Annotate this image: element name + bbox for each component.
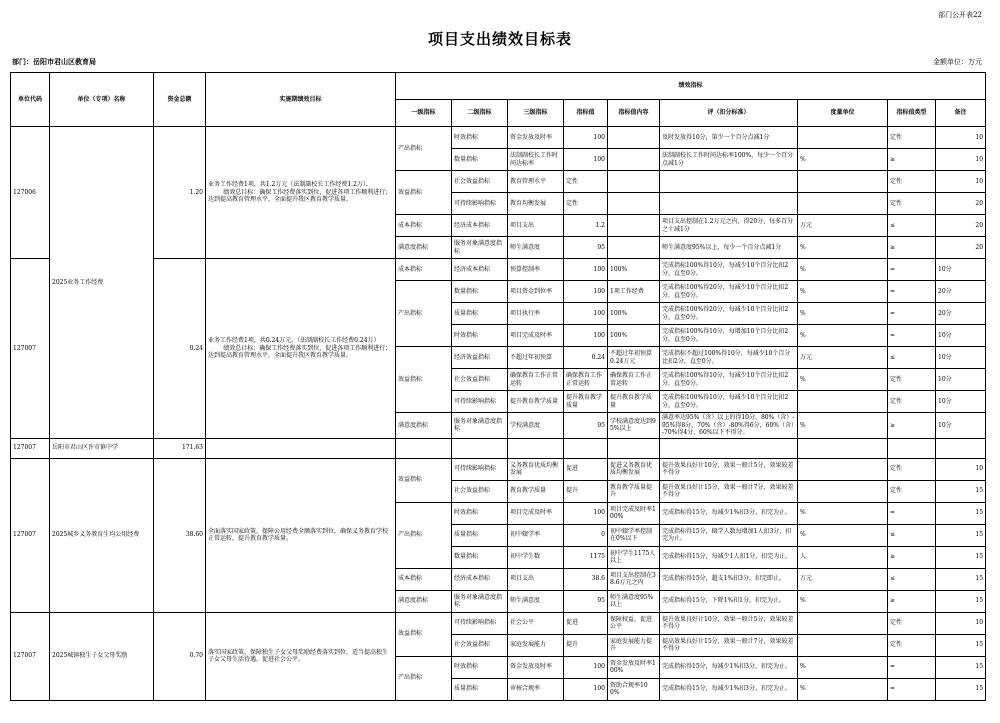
val: 100 bbox=[564, 325, 608, 347]
measure: % bbox=[798, 502, 888, 524]
val: 提升 bbox=[564, 634, 608, 656]
header-content: 指标值内容 bbox=[608, 100, 660, 127]
l3: 项目完成及时率 bbox=[508, 325, 564, 347]
l1: 产出指标 bbox=[396, 281, 452, 347]
measure: % bbox=[798, 303, 888, 325]
score: 完成指标得15分，每减少1人扣1分，扣完为止。 bbox=[660, 546, 798, 568]
measure: % bbox=[798, 590, 888, 612]
content: 项目完成及时率100% bbox=[608, 502, 660, 524]
note: 20 bbox=[936, 215, 986, 237]
l2: 时效指标 bbox=[452, 656, 508, 678]
header-perf: 绩效指标 bbox=[396, 73, 986, 100]
l2: 服务对象满意度指标 bbox=[452, 413, 508, 439]
l2: 服务对象满意度指标 bbox=[452, 237, 508, 259]
note: 15 bbox=[936, 678, 986, 700]
note: 15 bbox=[936, 568, 986, 590]
goal-text: 业务工作经费1项，共0.24万元。（法制副校长工作经费0.24万） 绩效总目标：确保工作经费落实到位，促进各项工作顺利进行；达到提高教育管理水平，全面提升我区教育教学质量。 bbox=[206, 259, 396, 439]
note: 15 bbox=[936, 546, 986, 568]
department-label: 部门：岳阳市君山区教育局 bbox=[12, 57, 96, 66]
l2: 数量指标 bbox=[452, 281, 508, 303]
content: 项目支出控制在38.6万元之内 bbox=[608, 568, 660, 590]
val: 促进 bbox=[564, 458, 608, 480]
l2: 质量指标 bbox=[452, 303, 508, 325]
goal-text: 全面落实国家政策，保障公用经费全额落实到位，确保义务教育学校正常运转，提升教育教学质量。 bbox=[206, 458, 396, 612]
type: 定性 bbox=[888, 127, 936, 149]
l1: 满意度指标 bbox=[396, 413, 452, 439]
l2: 经济成本指标 bbox=[452, 259, 508, 281]
note: 10分 bbox=[936, 325, 986, 347]
measure: % bbox=[798, 325, 888, 347]
l1: 效益指标 bbox=[396, 347, 452, 413]
measure: % bbox=[798, 149, 888, 171]
measure bbox=[798, 634, 888, 656]
val: 定性 bbox=[564, 193, 608, 215]
type: ≥ bbox=[888, 413, 936, 439]
note: 10 bbox=[936, 171, 986, 193]
fund-total: 0.24 bbox=[154, 259, 206, 439]
unit-code: 127007 bbox=[11, 259, 50, 439]
type: = bbox=[888, 325, 936, 347]
l1: 效益指标 bbox=[396, 458, 452, 502]
type: = bbox=[888, 502, 936, 524]
content bbox=[608, 193, 660, 215]
val: 100 bbox=[564, 259, 608, 281]
val: 1.2 bbox=[564, 215, 608, 237]
note: 10 bbox=[936, 458, 986, 480]
unit-code: 127007 bbox=[11, 458, 50, 612]
header-l1: 一级指标 bbox=[396, 100, 452, 127]
score: 完成指标得15分，每减少1%扣3分，扣完为止。 bbox=[660, 656, 798, 678]
unit-code: 127007 bbox=[11, 612, 50, 700]
measure: % bbox=[798, 369, 888, 391]
l3: 项目支出 bbox=[508, 568, 564, 590]
val: 95 bbox=[564, 590, 608, 612]
content: 不超过年初预算0.24万元 bbox=[608, 347, 660, 369]
l3: 提升教育教学质量 bbox=[508, 391, 564, 413]
fund-total: 0.70 bbox=[154, 612, 206, 700]
summary-row bbox=[11, 438, 986, 458]
measure bbox=[798, 127, 888, 149]
l3: 师生满意度 bbox=[508, 237, 564, 259]
header-l2: 二级指标 bbox=[452, 100, 508, 127]
content: 100% bbox=[608, 303, 660, 325]
note: 10分 bbox=[936, 413, 986, 439]
l2: 可持续影响指标 bbox=[452, 193, 508, 215]
l2: 可持续影响指标 bbox=[452, 612, 508, 634]
content: 资助合规率100% bbox=[608, 678, 660, 700]
l2: 社会效益指标 bbox=[452, 171, 508, 193]
measure bbox=[798, 193, 888, 215]
type: 定性 bbox=[888, 480, 936, 502]
l2: 服务对象满意度指标 bbox=[452, 590, 508, 612]
score: 完成指标100%得10分，每减少10个百分比扣2分，直至0分。 bbox=[660, 369, 798, 391]
header-name: 单位（专项）名称 bbox=[50, 73, 154, 127]
l3: 项目执行率 bbox=[508, 303, 564, 325]
type: ≤ bbox=[888, 215, 936, 237]
l2: 社会效益指标 bbox=[452, 634, 508, 656]
val: 促进 bbox=[564, 612, 608, 634]
header-l3: 三级指标 bbox=[508, 100, 564, 127]
l2: 可持续影响指标 bbox=[452, 391, 508, 413]
project-name: 2025城镇独生子女父母奖励 bbox=[50, 612, 154, 700]
page-title: 项目支出绩效目标表 bbox=[427, 30, 572, 48]
l1: 成本指标 bbox=[396, 215, 452, 237]
note: 15 bbox=[936, 634, 986, 656]
l3: 资金发放及时率 bbox=[508, 127, 564, 149]
note: 20 bbox=[936, 237, 986, 259]
val: 100 bbox=[564, 303, 608, 325]
type: ≤ bbox=[888, 347, 936, 369]
unit-code: 127007 bbox=[11, 438, 50, 458]
measure: % bbox=[798, 259, 888, 281]
note: 10 bbox=[936, 127, 986, 149]
project-name: 2025业务工作经费 bbox=[50, 127, 154, 439]
type: ≤ bbox=[888, 524, 936, 546]
val: 0 bbox=[564, 524, 608, 546]
type: 定性 bbox=[888, 612, 936, 634]
note: 20分 bbox=[936, 303, 986, 325]
content: 100% bbox=[608, 325, 660, 347]
l1: 成本指标 bbox=[396, 568, 452, 590]
measure bbox=[798, 458, 888, 480]
measure: 万元 bbox=[798, 347, 888, 369]
table-row bbox=[11, 612, 986, 634]
content bbox=[608, 237, 660, 259]
content: 资金发放及时率100% bbox=[608, 656, 660, 678]
l3: 审核合规率 bbox=[508, 678, 564, 700]
l3: 法制副校长工作时间达标率 bbox=[508, 149, 564, 171]
score: 完成指标100%得20分，每减少10个百分比扣2分，直至0分。 bbox=[660, 303, 798, 325]
fund-total: 171.63 bbox=[154, 438, 206, 458]
measure: % bbox=[798, 281, 888, 303]
val: 确保教育工作正常运转 bbox=[564, 369, 608, 391]
header-amount: 资金总额 bbox=[154, 73, 206, 127]
table-row bbox=[11, 458, 986, 480]
score bbox=[660, 171, 798, 193]
header-type: 指标值类型 bbox=[888, 100, 936, 127]
type: = bbox=[888, 678, 936, 700]
val: 100 bbox=[564, 678, 608, 700]
score: 完成指标100%得10分，每增加10个百分比扣2分，直至0分。 bbox=[660, 325, 798, 347]
l2: 可持续影响指标 bbox=[452, 458, 508, 480]
score: 提升效果良好计10分，效果一般计5分，效果较差不得分 bbox=[660, 612, 798, 634]
unit-code: 127006 bbox=[11, 127, 50, 259]
note: 15 bbox=[936, 480, 986, 502]
content: 保障权益，促进公平 bbox=[608, 612, 660, 634]
score: 完成指标100%得20分，每减少10个百分比扣2分，直至0分。 bbox=[660, 281, 798, 303]
val: 提升教育教学质量 bbox=[564, 391, 608, 413]
fund-total: 1.20 bbox=[154, 127, 206, 259]
type: ≥ bbox=[888, 149, 936, 171]
l3: 社会公平 bbox=[508, 612, 564, 634]
type: 定性 bbox=[888, 634, 936, 656]
performance-table bbox=[10, 72, 986, 701]
val: 38.6 bbox=[564, 568, 608, 590]
content: 提升教育教学质量 bbox=[608, 391, 660, 413]
l3: 初中学生数 bbox=[508, 546, 564, 568]
val: 100 bbox=[564, 656, 608, 678]
l3: 项目完成及时率 bbox=[508, 502, 564, 524]
score: 法制副校长工作时间达标率100%，每少一个百分点减1分 bbox=[660, 149, 798, 171]
l3: 义务教育优质均衡发展 bbox=[508, 458, 564, 480]
l3: 师生满意度 bbox=[508, 590, 564, 612]
score: 完成指标得15分，超支1%扣3分，扣完即止。 bbox=[660, 568, 798, 590]
type: 定性 bbox=[888, 193, 936, 215]
l1: 满意度指标 bbox=[396, 237, 452, 259]
type: = bbox=[888, 656, 936, 678]
measure bbox=[798, 171, 888, 193]
measure: % bbox=[798, 413, 888, 439]
content: 师生满意度95%以上 bbox=[608, 590, 660, 612]
l1: 满意度指标 bbox=[396, 590, 452, 612]
score: 完成指标100%得10分，每减少10个百分比扣2分，直至0分。 bbox=[660, 259, 798, 281]
goal-text: 落实国家政策，保障独生子女父母奖励经费落实到位，适当提高独生子女父母生活待遇，促进社会公平。 bbox=[206, 612, 396, 700]
header-note: 备注 bbox=[936, 100, 986, 127]
score: 完成指标100%得10分，每减少10个百分比扣2分，直至0分。 bbox=[660, 391, 798, 413]
val: 100 bbox=[564, 149, 608, 171]
measure: 万元 bbox=[798, 215, 888, 237]
l2: 经济效益指标 bbox=[452, 347, 508, 369]
l3: 项目资金到位率 bbox=[508, 281, 564, 303]
page-corner-label: 部门公开表22 bbox=[938, 11, 982, 19]
measure bbox=[798, 391, 888, 413]
l1: 效益指标 bbox=[396, 171, 452, 215]
note: 15 bbox=[936, 656, 986, 678]
l3: 不超过年初预算 bbox=[508, 347, 564, 369]
score: 完成指标得15分，下降1%扣1分，扣完为止。 bbox=[660, 590, 798, 612]
note: 20分 bbox=[936, 281, 986, 303]
note: 15 bbox=[936, 524, 986, 546]
note: 10 bbox=[936, 612, 986, 634]
val: 95 bbox=[564, 413, 608, 439]
header-score: 评（扣分标准） bbox=[660, 100, 798, 127]
score: 满意率达95%（含）以上的得10分，80%（含）-95%得8分，70%（含）-80%得6分，60%（含）-70%得4分，60%以下不得分。 bbox=[660, 413, 798, 439]
l2: 质量指标 bbox=[452, 678, 508, 700]
score: 及时发放得10分，第少一个百分点减1分 bbox=[660, 127, 798, 149]
type: 定性 bbox=[888, 391, 936, 413]
score bbox=[660, 193, 798, 215]
score: 完成指标得15分，每减少1%扣3分，扣完为止。 bbox=[660, 678, 798, 700]
l2: 时效指标 bbox=[452, 502, 508, 524]
header-goal: 实施期绩效目标 bbox=[206, 73, 396, 127]
val: 100 bbox=[564, 281, 608, 303]
score: 师生满意度95%以上，每少一个百分点减1分 bbox=[660, 237, 798, 259]
val: 100 bbox=[564, 127, 608, 149]
l3: 初中辍学率 bbox=[508, 524, 564, 546]
type: 定性 bbox=[888, 171, 936, 193]
type: = bbox=[888, 259, 936, 281]
table-row bbox=[11, 127, 986, 149]
l1: 效益指标 bbox=[396, 612, 452, 656]
score: 完成指标得15分，辍学人数每增加1人扣3分，扣完为止。 bbox=[660, 524, 798, 546]
l2: 数量指标 bbox=[452, 546, 508, 568]
header-code: 单位代码 bbox=[11, 73, 50, 127]
content: 家庭发展能力提升 bbox=[608, 634, 660, 656]
note: 10分 bbox=[936, 391, 986, 413]
measure: 人 bbox=[798, 546, 888, 568]
l1: 产出指标 bbox=[396, 656, 452, 700]
note: 20 bbox=[936, 193, 986, 215]
content bbox=[608, 149, 660, 171]
table-row bbox=[11, 259, 986, 281]
l3: 教育教学质量 bbox=[508, 480, 564, 502]
l3: 教育均衡发展 bbox=[508, 193, 564, 215]
l2: 质量指标 bbox=[452, 524, 508, 546]
l3: 预算控制率 bbox=[508, 259, 564, 281]
content: 确保教育工作正常运转 bbox=[608, 369, 660, 391]
amount-unit-label: 金额单位：万元 bbox=[933, 58, 982, 66]
goal-text: 业务工作经费1项，共1.2万元（法制副校长工作经费1.2万）。 绩效总目标：确保工作经费落实到位，促进各项工作顺利进行；达到提高教育管理水平，全面提升我区教育教学质量。 bbox=[206, 127, 396, 259]
score: 完成指标不超过100%得10分，每减少10个百分比扣2分，直至0分。 bbox=[660, 347, 798, 369]
measure bbox=[798, 612, 888, 634]
note: 10 bbox=[936, 149, 986, 171]
content: 学校满意度达到95%以上 bbox=[608, 413, 660, 439]
note: 10分 bbox=[936, 347, 986, 369]
score: 提高效果良好计15分，效果一般计7分，效果较差不得分 bbox=[660, 634, 798, 656]
l2: 社会效益指标 bbox=[452, 480, 508, 502]
note: 10分 bbox=[936, 259, 986, 281]
measure: % bbox=[798, 524, 888, 546]
type: ≥ bbox=[888, 590, 936, 612]
header-measure: 度量单位 bbox=[798, 100, 888, 127]
content bbox=[608, 215, 660, 237]
l3: 资金发放及时率 bbox=[508, 656, 564, 678]
type: 定性 bbox=[888, 458, 936, 480]
type: = bbox=[888, 303, 936, 325]
l3: 学校满意度 bbox=[508, 413, 564, 439]
l1: 成本指标 bbox=[396, 259, 452, 281]
type: ≥ bbox=[888, 546, 936, 568]
l2: 数量指标 bbox=[452, 149, 508, 171]
l3: 家庭发展能力 bbox=[508, 634, 564, 656]
content: 教育教学质量提升 bbox=[608, 480, 660, 502]
val: 定性 bbox=[564, 171, 608, 193]
content: 初中辍学率控制在0%以下 bbox=[608, 524, 660, 546]
measure bbox=[798, 480, 888, 502]
l2: 社会效益指标 bbox=[452, 369, 508, 391]
content: 1项工作经费 bbox=[608, 281, 660, 303]
val: 100 bbox=[564, 502, 608, 524]
content bbox=[608, 127, 660, 149]
l3: 确保教育工作正常运转 bbox=[508, 369, 564, 391]
measure: % bbox=[798, 678, 888, 700]
val: 0.24 bbox=[564, 347, 608, 369]
project-name: 2025城乡义务教育生均公用经费 bbox=[50, 458, 154, 612]
val: 提升 bbox=[564, 480, 608, 502]
score: 提升效果良好计15分，效果一般计7分，效果较差不得分 bbox=[660, 480, 798, 502]
content: 促进义务教育优质均衡发展 bbox=[608, 458, 660, 480]
content bbox=[608, 171, 660, 193]
content: 初中学生1175人以上 bbox=[608, 546, 660, 568]
l3: 项目支出 bbox=[508, 215, 564, 237]
l2: 经济成本指标 bbox=[452, 568, 508, 590]
note: 15 bbox=[936, 590, 986, 612]
type: 定性 bbox=[888, 369, 936, 391]
measure: % bbox=[798, 656, 888, 678]
l2: 时效指标 bbox=[452, 127, 508, 149]
score: 完成指标得15分，每减少1%扣3分，扣完为止。 bbox=[660, 502, 798, 524]
fund-total: 38.60 bbox=[154, 458, 206, 612]
measure: 万元 bbox=[798, 568, 888, 590]
unit-name: 岳阳市君山区许市镇中学 bbox=[50, 438, 154, 458]
val: 1175 bbox=[564, 546, 608, 568]
score: 项目支出控制在1.2万元之内，得20分，每多百分之十减1分 bbox=[660, 215, 798, 237]
note: 10分 bbox=[936, 369, 986, 391]
score: 提升效果良好计10分，效果一般计5分，效果较差不得分 bbox=[660, 458, 798, 480]
type: ≤ bbox=[888, 568, 936, 590]
content: 100% bbox=[608, 259, 660, 281]
measure: % bbox=[798, 237, 888, 259]
l2: 经济成本指标 bbox=[452, 215, 508, 237]
val: 95 bbox=[564, 237, 608, 259]
type: ≥ bbox=[888, 237, 936, 259]
note: 15 bbox=[936, 502, 986, 524]
l1: 产出指标 bbox=[396, 502, 452, 568]
l1: 产出指标 bbox=[396, 127, 452, 171]
type: = bbox=[888, 281, 936, 303]
l2: 时效指标 bbox=[452, 325, 508, 347]
l3: 教育管理水平 bbox=[508, 171, 564, 193]
header-val: 指标值 bbox=[564, 100, 608, 127]
